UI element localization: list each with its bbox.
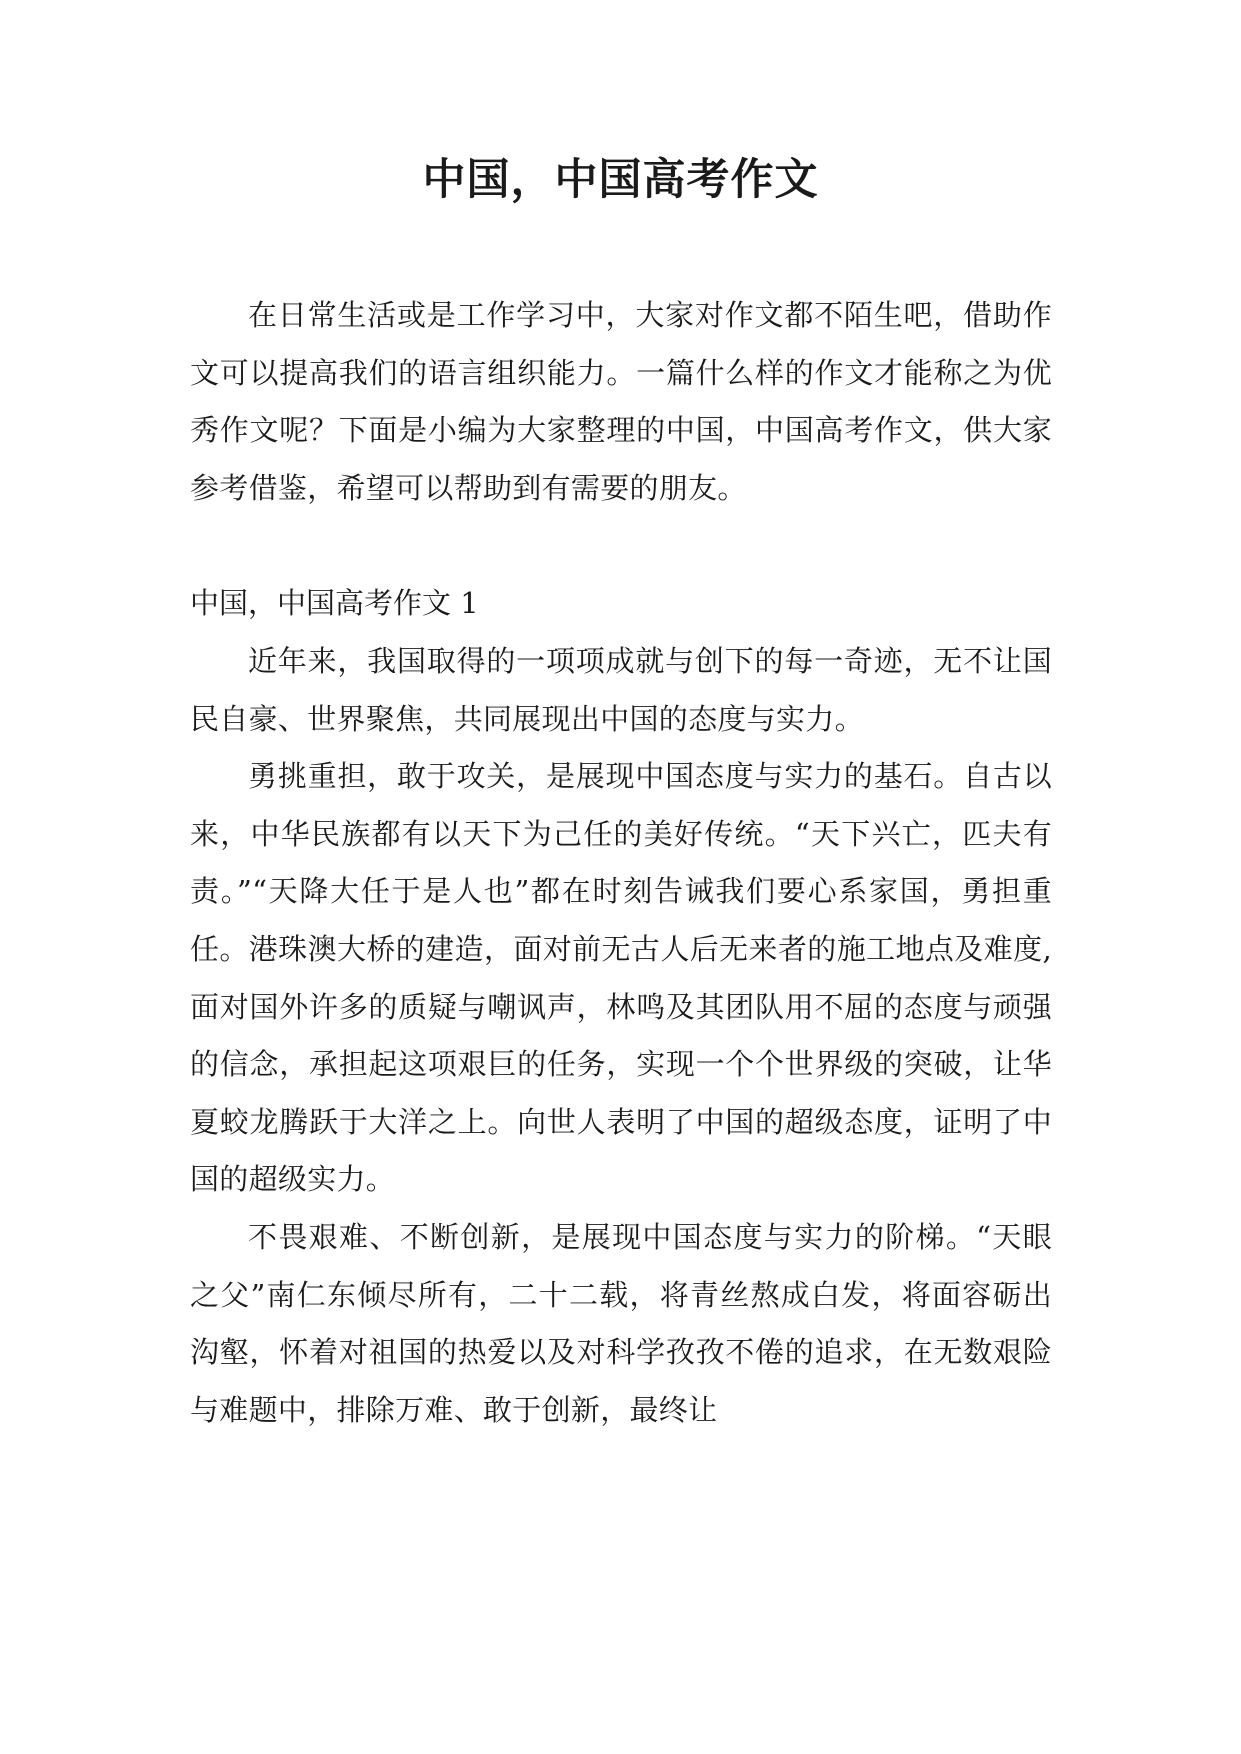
section-heading: 中国，中国高考作文 1 bbox=[190, 586, 479, 621]
document-body bbox=[190, 287, 1052, 1439]
document-title: 中国，中国高考作文 bbox=[422, 155, 819, 205]
body-paragraph: 勇挑重担，敢于攻关，是展现中国态度与实力的基石。自古以来，中华民族都有以天下为己任的美好传统。“天下兴亡，匹夫有责。”“天降大任于是人也”都在时刻告诫我们要心系家国，勇担重任。港珠澳大桥的建造，面对前无古人后无来者的施工地点及难度,面对国外许多的质疑与嘲讽声，林鸣及其团队用不屈的态度与顽强的信念，承担起这项艰巨的任务，实现一个个世界级的突破，让华夏蛟龙腾跃于大洋之上。向世人表明了中国的超级态度，证明了中国的超级实力。 bbox=[190, 759, 1052, 1197]
body-paragraph: 近年来，我国取得的一项项成就与创下的每一奇迹，无不让国民自豪、世界聚焦，共同展现出中国的态度与实力。 bbox=[190, 643, 1052, 736]
body-paragraph: 不畏艰难、不断创新，是展现中国态度与实力的阶梯。“天眼之父”南仁东倾尽所有，二十二载，将青丝熬成白发，将面容砺出沟壑，怀着对祖国的热爱以及对科学孜孜不倦的追求，在无数艰险与难题中，排除万难、敢于创新，最终让 bbox=[190, 1219, 1052, 1427]
intro-paragraph: 在日常生活或是工作学习中，大家对作文都不陌生吧，借助作文可以提高我们的语言组织能力。一篇什么样的作文才能称之为优秀作文呢？下面是小编为大家整理的中国，中国高考作文，供大家参考借鉴，希望可以帮助到有需要的朋友。 bbox=[190, 298, 1052, 505]
paragraph-spacer bbox=[190, 517, 1052, 575]
